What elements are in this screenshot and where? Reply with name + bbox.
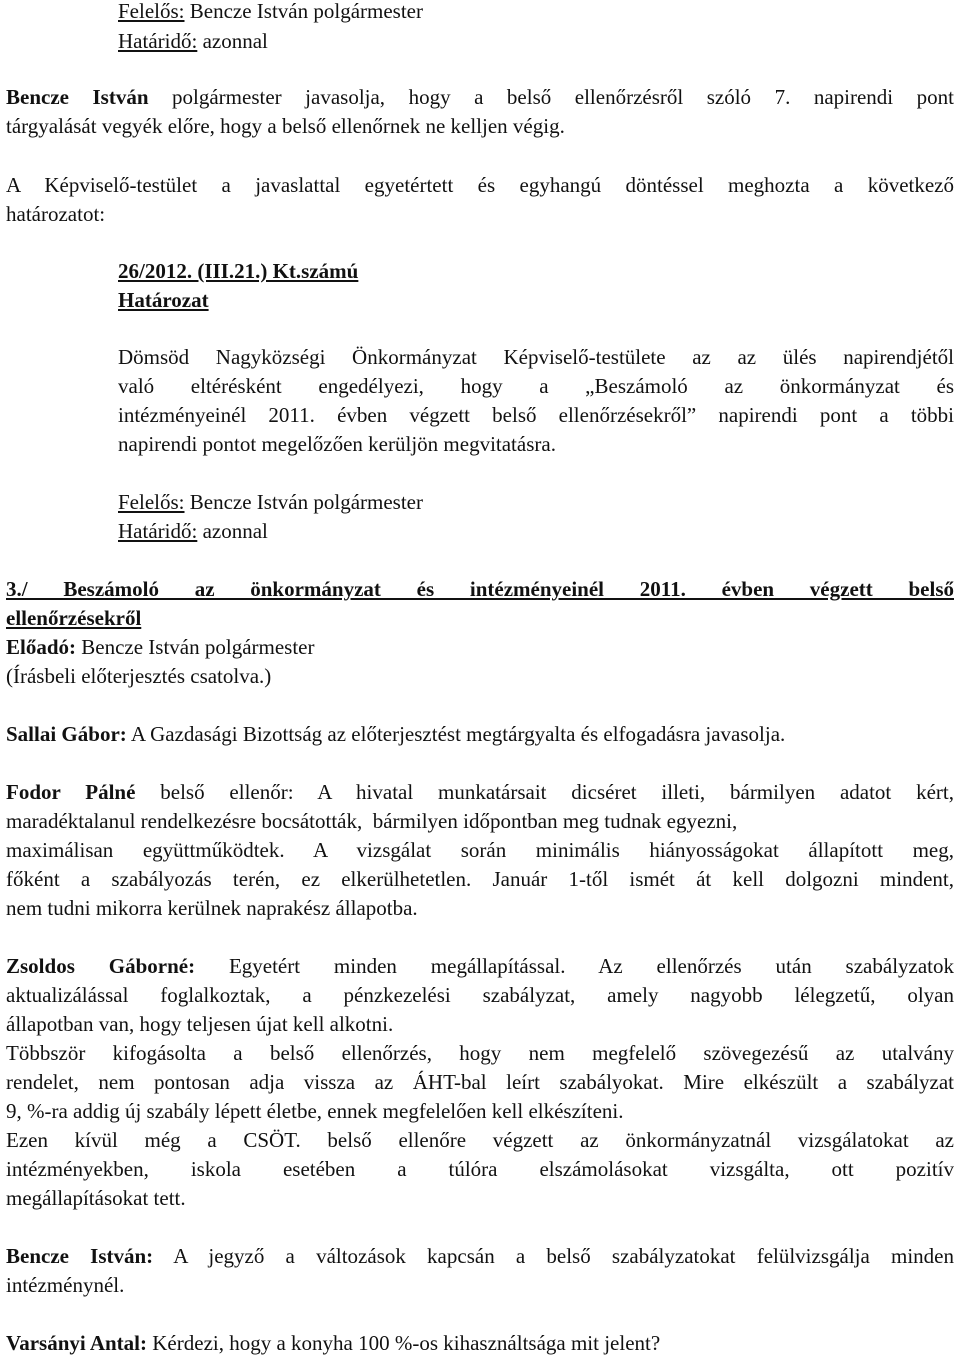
paragraph-line: Ezen kívül még a CSÖT. belső ellenőre végzett az önkormányzatnál vizsgálatokat az	[6, 1128, 954, 1152]
paragraph-line	[6, 1328, 954, 1358]
paragraph-line: Többször kifogásolta a belső ellenőrzés, hogy nem megfelelő szövegezésű az utalvány	[6, 1041, 954, 1065]
resolution-deadline-label: Határidő:	[118, 519, 198, 543]
paragraph-text: Kérdezi, hogy a konyha 100 %-os kihasználtsága mit jelent?	[152, 1331, 661, 1355]
deadline-line	[118, 26, 954, 56]
resolution-title-text: Határozat	[118, 288, 209, 312]
paragraph-line: tárgyalását vegyék előre, hogy a belső ellenőrnek ne kelljen végig.	[6, 114, 565, 138]
paragraph-line: 9, %-ra addig új szabály lépett életbe, ennek megfelelően kell elkészíteni.	[6, 1099, 624, 1123]
resolution-line: napirendi pontot megelőzően kerüljön megvitatásra.	[118, 432, 556, 456]
paragraph-line: maximálisan együttműködtek. A vizsgálat során minimális hiányosságokat állapított meg,	[6, 838, 954, 862]
item-heading	[6, 574, 954, 604]
resolution-deadline-value: azonnal	[202, 519, 268, 543]
speaker-name: Varsányi Antal:	[6, 1331, 148, 1355]
paragraph-line: állapotban van, hogy teljesen újat kell alkotni.	[6, 1012, 394, 1036]
paragraph-line	[6, 951, 954, 981]
paragraph-text: belső ellenőr: A hivatal munkatársait dicséret illeti, bármilyen adatot kért,	[160, 780, 954, 804]
resolution-number-text: 26/2012. (III.21.) Kt.számú	[118, 259, 359, 283]
resolution-title	[118, 285, 954, 315]
resolution-line: Dömsöd Nagyközségi Önkormányzat Képviselő-testülete az az ülés napirendjétől	[118, 345, 954, 369]
deadline-label: Határidő:	[118, 29, 198, 53]
presenter-label: Előadó:	[6, 635, 77, 659]
paragraph-line: maradéktalanul rendelkezésre bocsátották, bármilyen időpontban meg tudnak egyezni,	[6, 809, 738, 833]
paragraph-line: intézménynél.	[6, 1273, 125, 1297]
speaker-name: Bencze István:	[6, 1244, 154, 1268]
responsible-label: Felelős:	[118, 0, 185, 23]
speaker-name: Bencze István	[6, 85, 149, 109]
item-heading	[6, 603, 954, 633]
paragraph-line: aktualizálással foglalkoztak, a pénzkezelési szabályzat, amely nagyobb lélegzetű, olyan	[6, 983, 954, 1007]
paragraph-text: Egyetért minden megállapítással. Az ellenőrzés után szabályzatok	[228, 954, 955, 978]
paragraph-text: polgármester javasolja, hogy a belső ellenőrzésről szóló 7. napirendi pont	[172, 85, 954, 109]
paragraph-line	[6, 719, 954, 749]
item-heading-text: ellenőrzésekről	[6, 606, 142, 630]
resolution-line: intézményeinél 2011. évben végzett belső ellenőrzésekről” napirendi pont a többi	[118, 403, 954, 427]
resolution-line: való eltérésként engedélyezi, hogy a „Beszámoló az önkormányzat és	[118, 374, 954, 398]
paragraph-line: intézményekben, iskola esetében a túlóra elszámolásokat vizsgálta, ott pozitív	[6, 1157, 954, 1181]
paragraph-line: főként a szabályozás terén, ez elkerülhetetlen. Január 1-től ismét át kell dolgozni mindent,	[6, 867, 954, 891]
presenter-line	[6, 632, 954, 662]
paragraph-line: nem tudni mikorra kerülnek naprakész állapotba.	[6, 896, 418, 920]
paragraph-line: rendelet, nem pontosan adja vissza az ÁHT-bal leírt szabályokat. Mire elkészült a szabályzat	[6, 1070, 954, 1094]
paragraph-line	[6, 82, 954, 112]
paragraph-line: A Képviselő-testület a javaslattal egyetértett és egyhangú döntéssel meghozta a következő	[6, 173, 954, 197]
speaker-name: Fodor Pálné	[6, 780, 136, 804]
paragraph-text: A jegyző a változások kapcsán a belső szabályzatokat felülvizsgálja minden	[173, 1244, 954, 1268]
responsible-line	[118, 0, 954, 26]
paragraph-text: A Gazdasági Bizottság az előterjesztést megtárgyalta és elfogadásra javasolja.	[130, 722, 786, 746]
paragraph-line: határozatot:	[6, 202, 106, 226]
responsible-value: Bencze István polgármester	[189, 0, 423, 23]
speaker-name: Sallai Gábor:	[6, 722, 127, 746]
resolution-responsible-value: Bencze István polgármester	[189, 490, 423, 514]
paragraph-line	[6, 777, 954, 807]
presenter-value: Bencze István polgármester	[81, 635, 315, 659]
resolution-number	[118, 256, 954, 286]
speaker-name: Zsoldos Gáborné:	[6, 954, 196, 978]
attachment-note: (Írásbeli előterjesztés csatolva.)	[6, 664, 272, 688]
paragraph-line: megállapításokat tett.	[6, 1186, 186, 1210]
resolution-responsible-label: Felelős:	[118, 490, 185, 514]
paragraph-line	[6, 1241, 954, 1271]
resolution-deadline	[118, 516, 954, 546]
item-heading-text: 3./ Beszámoló az önkormányzat és intézményeinél 2011. évben végzett belső	[6, 577, 954, 601]
resolution-responsible	[118, 487, 954, 517]
deadline-value: azonnal	[202, 29, 268, 53]
